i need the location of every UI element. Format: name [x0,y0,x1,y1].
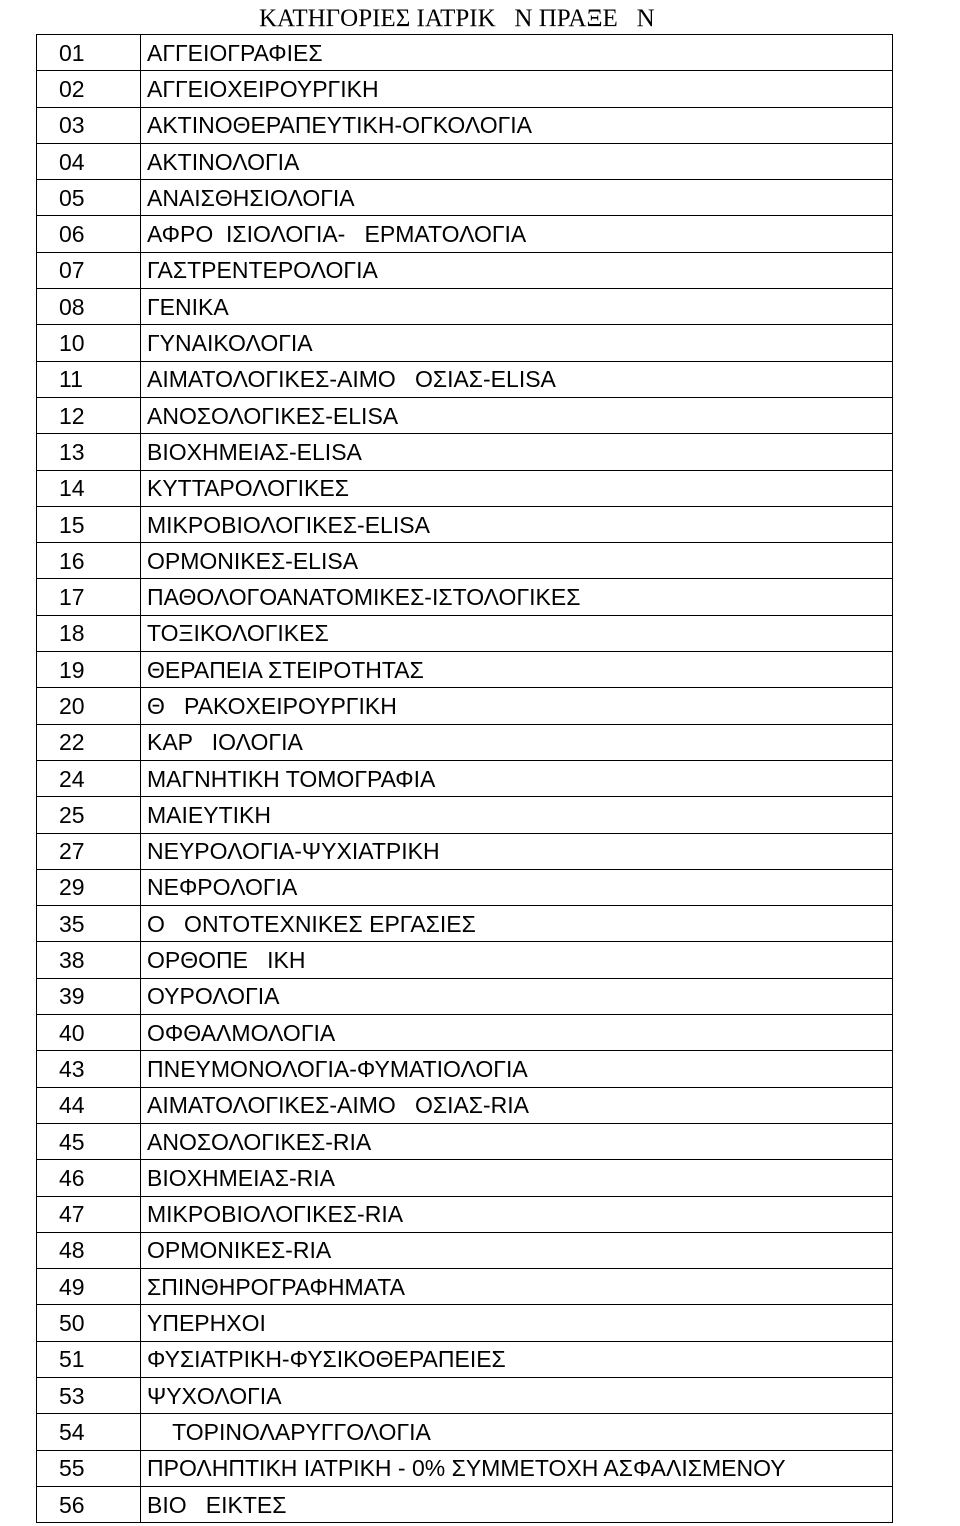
table-row [37,361,893,397]
table-row [37,1232,893,1268]
category-code: 35 [37,906,141,942]
category-name: ΚΑΡ ΙΟΛΟΓΙΑ [141,724,893,760]
category-name: ΑΦΡΟ ΙΣΙΟΛΟΓΙΑ- ΕΡΜΑΤΟΛΟΓΙΑ [141,216,893,252]
table-row [37,688,893,724]
category-code: 46 [37,1160,141,1196]
category-name: ΟΡΜΟΝΙΚΕΣ-RIA [141,1232,893,1268]
table-row [37,833,893,869]
category-code: 53 [37,1377,141,1413]
table-row [37,470,893,506]
category-code: 48 [37,1232,141,1268]
category-name: ΣΠΙΝΘΗΡΟΓΡΑΦΗΜΑΤΑ [141,1269,893,1305]
category-name: ΑΝΑΙΣΘΗΣΙΟΛΟΓΙΑ [141,180,893,216]
category-name: ΠΑΘΟΛΟΓΟΑΝΑΤΟΜΙΚΕΣ-ΙΣΤΟΛΟΓΙΚΕΣ [141,579,893,615]
category-code: 44 [37,1087,141,1123]
table-row [37,1486,893,1522]
table-row [37,615,893,651]
category-name: ΦΥΣΙΑΤΡΙΚΗ-ΦΥΣΙΚΟΘΕΡΑΠΕΙΕΣ [141,1341,893,1377]
categories-table-body [37,35,893,1523]
category-code: 14 [37,470,141,506]
category-code: 16 [37,543,141,579]
category-name: ΑΓΓΕΙΟΓΡΑΦΙΕΣ [141,35,893,71]
category-code: 51 [37,1341,141,1377]
table-row [37,397,893,433]
category-code: 45 [37,1123,141,1159]
table-row [37,760,893,796]
category-code: 18 [37,615,141,651]
category-code: 11 [37,361,141,397]
category-name: ΟΡΜΟΝΙΚΕΣ-ELISA [141,543,893,579]
category-name: ΑΚΤΙΝΟΛΟΓΙΑ [141,143,893,179]
category-code: 15 [37,506,141,542]
table-row [37,1269,893,1305]
category-name: ΑΝΟΣΟΛΟΓΙΚΕΣ-RIA [141,1123,893,1159]
page-title: ΚΑΤΗΓΟΡΙΕΣ ΙΑΤΡΙΚ Ν ΠΡΑΞΕ Ν [259,5,655,32]
table-row [37,1196,893,1232]
category-code: 19 [37,652,141,688]
table-row [37,252,893,288]
category-name: ΤΟΡΙΝΟΛΑΡΥΓΓΟΛΟΓΙΑ [141,1414,893,1450]
category-code: 04 [37,143,141,179]
table-row [37,506,893,542]
table-row [37,1450,893,1486]
table-row [37,35,893,71]
table-row [37,869,893,905]
category-code: 22 [37,724,141,760]
category-name: ΑΓΓΕΙΟΧΕΙΡΟΥΡΓΙΚΗ [141,71,893,107]
category-name: ΓΥΝΑΙΚΟΛΟΓΙΑ [141,325,893,361]
category-name: ΤΟΞΙΚΟΛΟΓΙΚΕΣ [141,615,893,651]
table-row [37,1377,893,1413]
category-code: 06 [37,216,141,252]
table-row [37,724,893,760]
table-row [37,143,893,179]
table-row [37,1123,893,1159]
category-name: ΠΝΕΥΜΟΝΟΛΟΓΙΑ-ΦΥΜΑΤΙΟΛΟΓΙΑ [141,1051,893,1087]
table-row [37,1160,893,1196]
category-name: ΑΙΜΑΤΟΛΟΓΙΚΕΣ-ΑΙΜΟ ΟΣΙΑΣ-RIA [141,1087,893,1123]
category-name: ΒΙΟ ΕΙΚΤΕΣ [141,1486,893,1522]
category-code: 08 [37,289,141,325]
table-row [37,71,893,107]
category-name: ΟΦΘΑΛΜΟΛΟΓΙΑ [141,1015,893,1051]
category-code: 10 [37,325,141,361]
category-name: ΟΡΘΟΠΕ ΙΚΗ [141,942,893,978]
table-row [37,289,893,325]
category-code: 01 [37,35,141,71]
table-row [37,652,893,688]
category-name: ΝΕΦΡΟΛΟΓΙΑ [141,869,893,905]
category-code: 38 [37,942,141,978]
table-row [37,906,893,942]
category-code: 20 [37,688,141,724]
table-row [37,1341,893,1377]
category-code: 43 [37,1051,141,1087]
category-name: ΨΥΧΟΛΟΓΙΑ [141,1377,893,1413]
category-code: 24 [37,760,141,796]
category-name: ΜΑΓΝΗΤΙΚΗ ΤΟΜΟΓΡΑΦΙΑ [141,760,893,796]
table-row [37,543,893,579]
category-name: ΒΙΟΧΗΜΕΙΑΣ-RIA [141,1160,893,1196]
category-name: ΟΥΡΟΛΟΓΙΑ [141,978,893,1014]
category-code: 13 [37,434,141,470]
category-code: 02 [37,71,141,107]
category-name: ΝΕΥΡΟΛΟΓΙΑ-ΨΥΧΙΑΤΡΙΚΗ [141,833,893,869]
table-row [37,1414,893,1450]
category-code: 25 [37,797,141,833]
table-row [37,1015,893,1051]
category-name: ΑΙΜΑΤΟΛΟΓΙΚΕΣ-ΑΙΜΟ ΟΣΙΑΣ-ELISA [141,361,893,397]
table-row [37,942,893,978]
categories-table [36,34,893,1523]
category-code: 17 [37,579,141,615]
category-code: 40 [37,1015,141,1051]
category-code: 05 [37,180,141,216]
category-code: 55 [37,1450,141,1486]
category-code: 39 [37,978,141,1014]
category-name: ΠΡΟΛΗΠΤΙΚΗ ΙΑΤΡΙΚΗ - 0% ΣΥΜΜΕΤΟΧΗ ΑΣΦΑΛΙΣΜΕΝΟΥ [141,1450,893,1486]
category-name: ΥΠΕΡΗΧΟΙ [141,1305,893,1341]
category-name: ΜΙΚΡΟΒΙΟΛΟΓΙΚΕΣ-ELISA [141,506,893,542]
category-code: 12 [37,397,141,433]
category-name: ΚΥΤΤΑΡΟΛΟΓΙΚΕΣ [141,470,893,506]
category-code: 54 [37,1414,141,1450]
category-name: ΑΝΟΣΟΛΟΓΙΚΕΣ-ELISA [141,397,893,433]
category-code: 56 [37,1486,141,1522]
table-row [37,978,893,1014]
table-row [37,1087,893,1123]
table-row [37,325,893,361]
category-name: ΑΚΤΙΝΟΘΕΡΑΠΕΥΤΙΚΗ-ΟΓΚΟΛΟΓΙΑ [141,107,893,143]
table-row [37,1305,893,1341]
table-row [37,180,893,216]
category-name: ΓΕΝΙΚΑ [141,289,893,325]
category-name: ΜΙΚΡΟΒΙΟΛΟΓΙΚΕΣ-RIA [141,1196,893,1232]
category-name: Θ ΡΑΚΟΧΕΙΡΟΥΡΓΙΚΗ [141,688,893,724]
category-code: 07 [37,252,141,288]
table-row [37,579,893,615]
category-code: 47 [37,1196,141,1232]
table-row [37,797,893,833]
table-row [37,434,893,470]
category-name: ΜΑΙΕΥΤΙΚΗ [141,797,893,833]
category-code: 49 [37,1269,141,1305]
table-row [37,216,893,252]
table-row [37,107,893,143]
category-code: 50 [37,1305,141,1341]
category-name: ΓΑΣΤΡΕΝΤΕΡΟΛΟΓΙΑ [141,252,893,288]
category-code: 29 [37,869,141,905]
category-code: 03 [37,107,141,143]
category-name: ΘΕΡΑΠΕΙΑ ΣΤΕΙΡΟΤΗΤΑΣ [141,652,893,688]
category-name: ΒΙΟΧΗΜΕΙΑΣ-ELISA [141,434,893,470]
table-row [37,1051,893,1087]
category-name: Ο ΟΝΤΟΤΕΧΝΙΚΕΣ ΕΡΓΑΣΙΕΣ [141,906,893,942]
category-code: 27 [37,833,141,869]
